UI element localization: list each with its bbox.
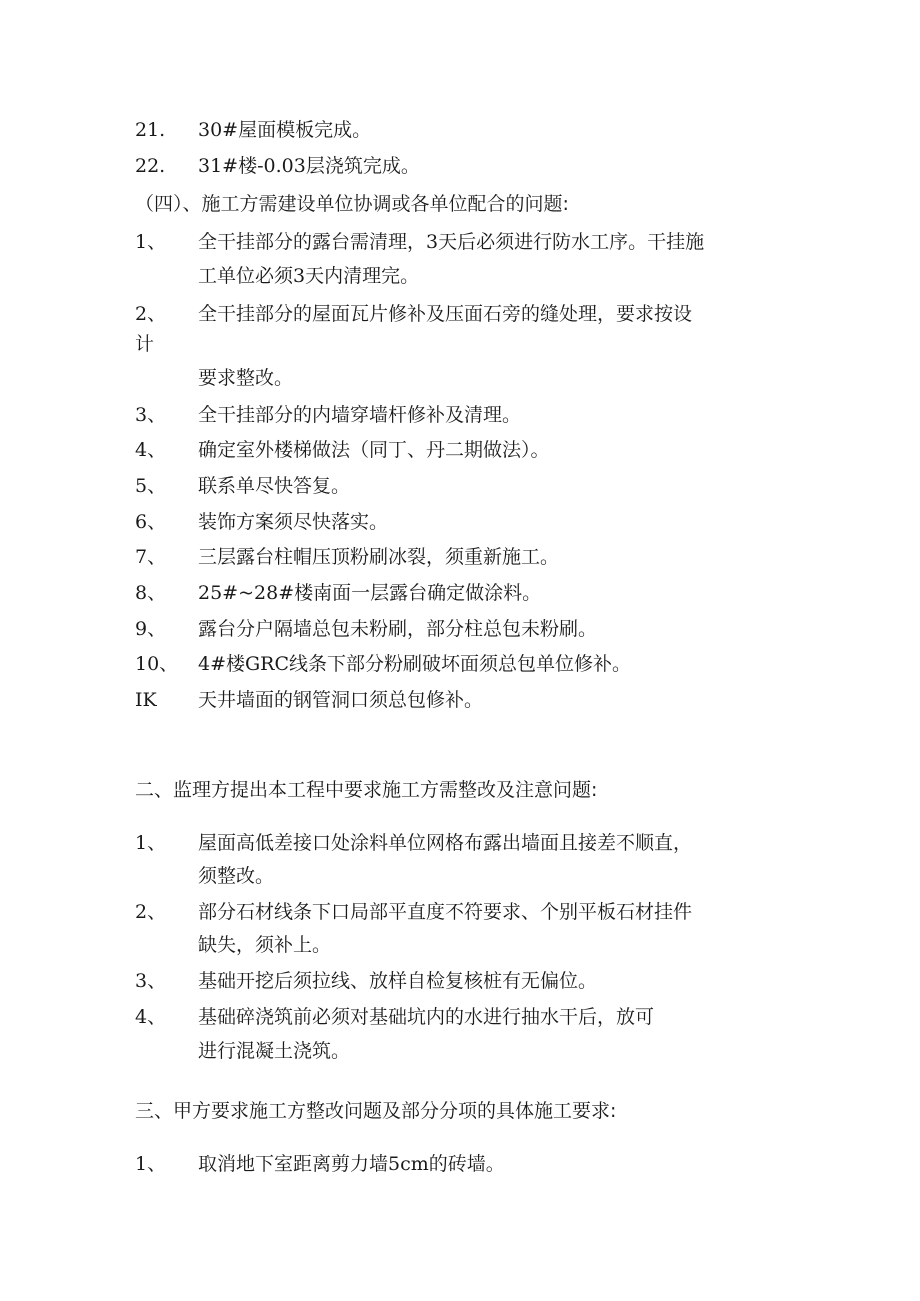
list-item-text: 天井墙面的钢管洞口须总包修补。 <box>198 689 484 711</box>
list-item-text: 基础开挖后须拉线、放样自检复核桩有无偏位。 <box>198 970 598 992</box>
list-item-text: 全干挂部分的露台需清理，3天后必须进行防水工序。干挂施 <box>198 231 705 253</box>
list-item-number: 2、 <box>135 303 167 325</box>
list-item-text: 联系单尽快答复。 <box>198 475 351 497</box>
list-item-text: 31#楼-0.03层浇筑完成。 <box>198 155 420 177</box>
list-item-number: 1、 <box>135 1153 167 1175</box>
section-three-heading: 三、甲方要求施工方整改问题及部分分项的具体施工要求: <box>135 1100 617 1122</box>
list-item-number: IK <box>135 689 157 711</box>
list-item-number: 10、 <box>135 653 179 675</box>
list-item-text: 取消地下室距离剪力墙5cm的砖墙。 <box>198 1153 505 1175</box>
list-item-number: 6、 <box>135 511 167 533</box>
list-item-number: 21. <box>135 119 166 141</box>
list-item-wrap-char: 计 <box>135 333 155 355</box>
list-item-continuation: 进行混凝土浇筑。 <box>198 1040 351 1062</box>
list-item-text: 4#楼GRC线条下部分粉刷破坏面须总包单位修补。 <box>198 653 632 675</box>
list-item-number: 2、 <box>135 901 167 923</box>
list-item-text: 30#屋面模板完成。 <box>198 119 372 141</box>
list-item-continuation: 须整改。 <box>198 865 275 887</box>
list-item-number: 3、 <box>135 970 167 992</box>
list-item-text: 屋面高低差接口处涂料单位网格布露出墙面且接差不顺直， <box>198 832 693 854</box>
list-item-number: 3、 <box>135 404 167 426</box>
list-item-number: 4、 <box>135 439 167 461</box>
list-item-number: 7、 <box>135 546 167 568</box>
list-item-text: 基础碎浇筑前必须对基础坑内的水进行抽水干后，放可 <box>198 1006 655 1028</box>
section-four-heading: （四）、施工方需建设单位协调或各单位配合的问题: <box>135 193 569 215</box>
list-item-text: 部分石材线条下口局部平直度不符要求、个别平板石材挂件 <box>198 901 693 923</box>
list-item-text: 装饰方案须尽快落实。 <box>198 511 389 533</box>
list-item-continuation: 要求整改。 <box>198 367 294 389</box>
list-item-number: 8、 <box>135 582 167 604</box>
list-item-text: 25#~28#楼南面一层露台确定做涂料。 <box>198 582 542 604</box>
list-item-number: 5、 <box>135 475 167 497</box>
list-item-number: 1、 <box>135 231 167 253</box>
list-item-number: 22. <box>135 155 166 177</box>
section-two-heading: 二、监理方提出本工程中要求施工方需整改及注意问题: <box>135 779 598 801</box>
list-item-text: 全干挂部分的屋面瓦片修补及压面石旁的缝处理，要求按设 <box>198 303 693 325</box>
list-item-text: 全干挂部分的内墙穿墙杆修补及清理。 <box>198 404 522 426</box>
list-item-number: 1、 <box>135 832 167 854</box>
list-item-number: 4、 <box>135 1006 167 1028</box>
list-item-text: 确定室外楼梯做法（同丁、丹二期做法）。 <box>198 439 550 461</box>
list-item-text: 露台分户隔墙总包未粉刷，部分柱总包未粉刷。 <box>198 618 598 640</box>
list-item-continuation: 缺失，须补上。 <box>198 934 332 956</box>
list-item-text: 三层露台柱帽压顶粉刷冰裂，须重新施工。 <box>198 546 560 568</box>
list-item-number: 9、 <box>135 618 167 640</box>
list-item-continuation: 工单位必须3天内清理完。 <box>198 265 420 287</box>
